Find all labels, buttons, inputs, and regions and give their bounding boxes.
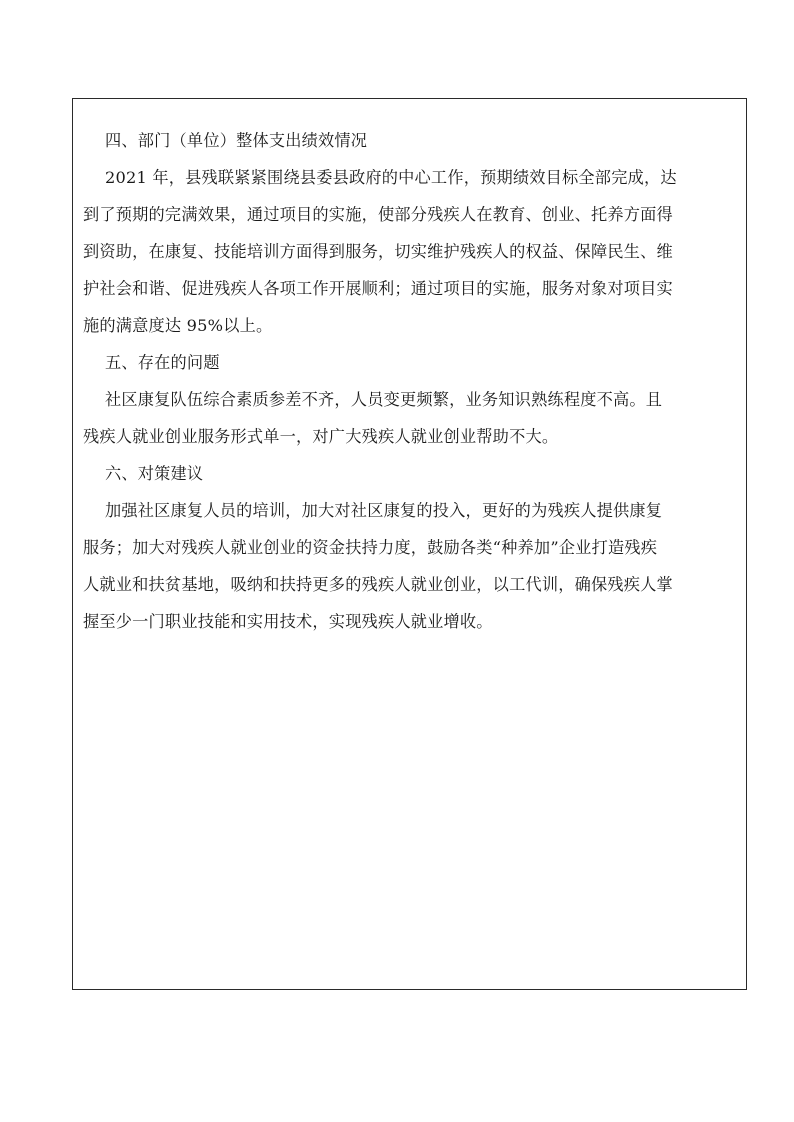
section-5-heading: 五、存在的问题: [105, 353, 220, 372]
section-4-line-1: 2021 年，县残联紧紧围绕县委县政府的中心工作，预期绩效目标全部完成，达: [105, 168, 677, 187]
section-4-line-3: 到资助，在康复、技能培训方面得到服务，切实维护残疾人的权益、保障民生、维: [83, 242, 673, 261]
section-5-line-2: 残疾人就业创业服务形式单一，对广大残疾人就业创业帮助不大。: [83, 427, 559, 446]
section-4-line-2: 到了预期的完满效果，通过项目的实施，使部分残疾人在教育、创业、托养方面得: [83, 205, 673, 224]
section-6-line-2: 服务；加大对残疾人就业创业的资金扶持力度，鼓励各类“种养加”企业打造残疾: [83, 538, 658, 557]
section-6-line-1: 加强社区康复人员的培训，加大对社区康复的投入，更好的为残疾人提供康复: [105, 501, 663, 520]
section-4-heading: 四、部门（单位）整体支出绩效情况: [105, 131, 368, 150]
section-4-line-5: 施的满意度达 95%以上。: [83, 316, 273, 335]
section-6-line-3: 人就业和扶贫基地，吸纳和扶持更多的残疾人就业创业，以工代训，确保残疾人掌: [83, 575, 673, 594]
section-6-heading: 六、对策建议: [105, 464, 204, 483]
section-6-line-4: 握至少一门职业技能和实用技术，实现残疾人就业增收。: [83, 612, 493, 631]
section-5-line-1: 社区康复队伍综合素质参差不齐，人员变更频繁，业务知识熟练程度不高。且: [105, 390, 663, 409]
section-4-line-4: 护社会和谐、促进残疾人各项工作开展顺利；通过项目的实施，服务对象对项目实: [83, 279, 673, 298]
